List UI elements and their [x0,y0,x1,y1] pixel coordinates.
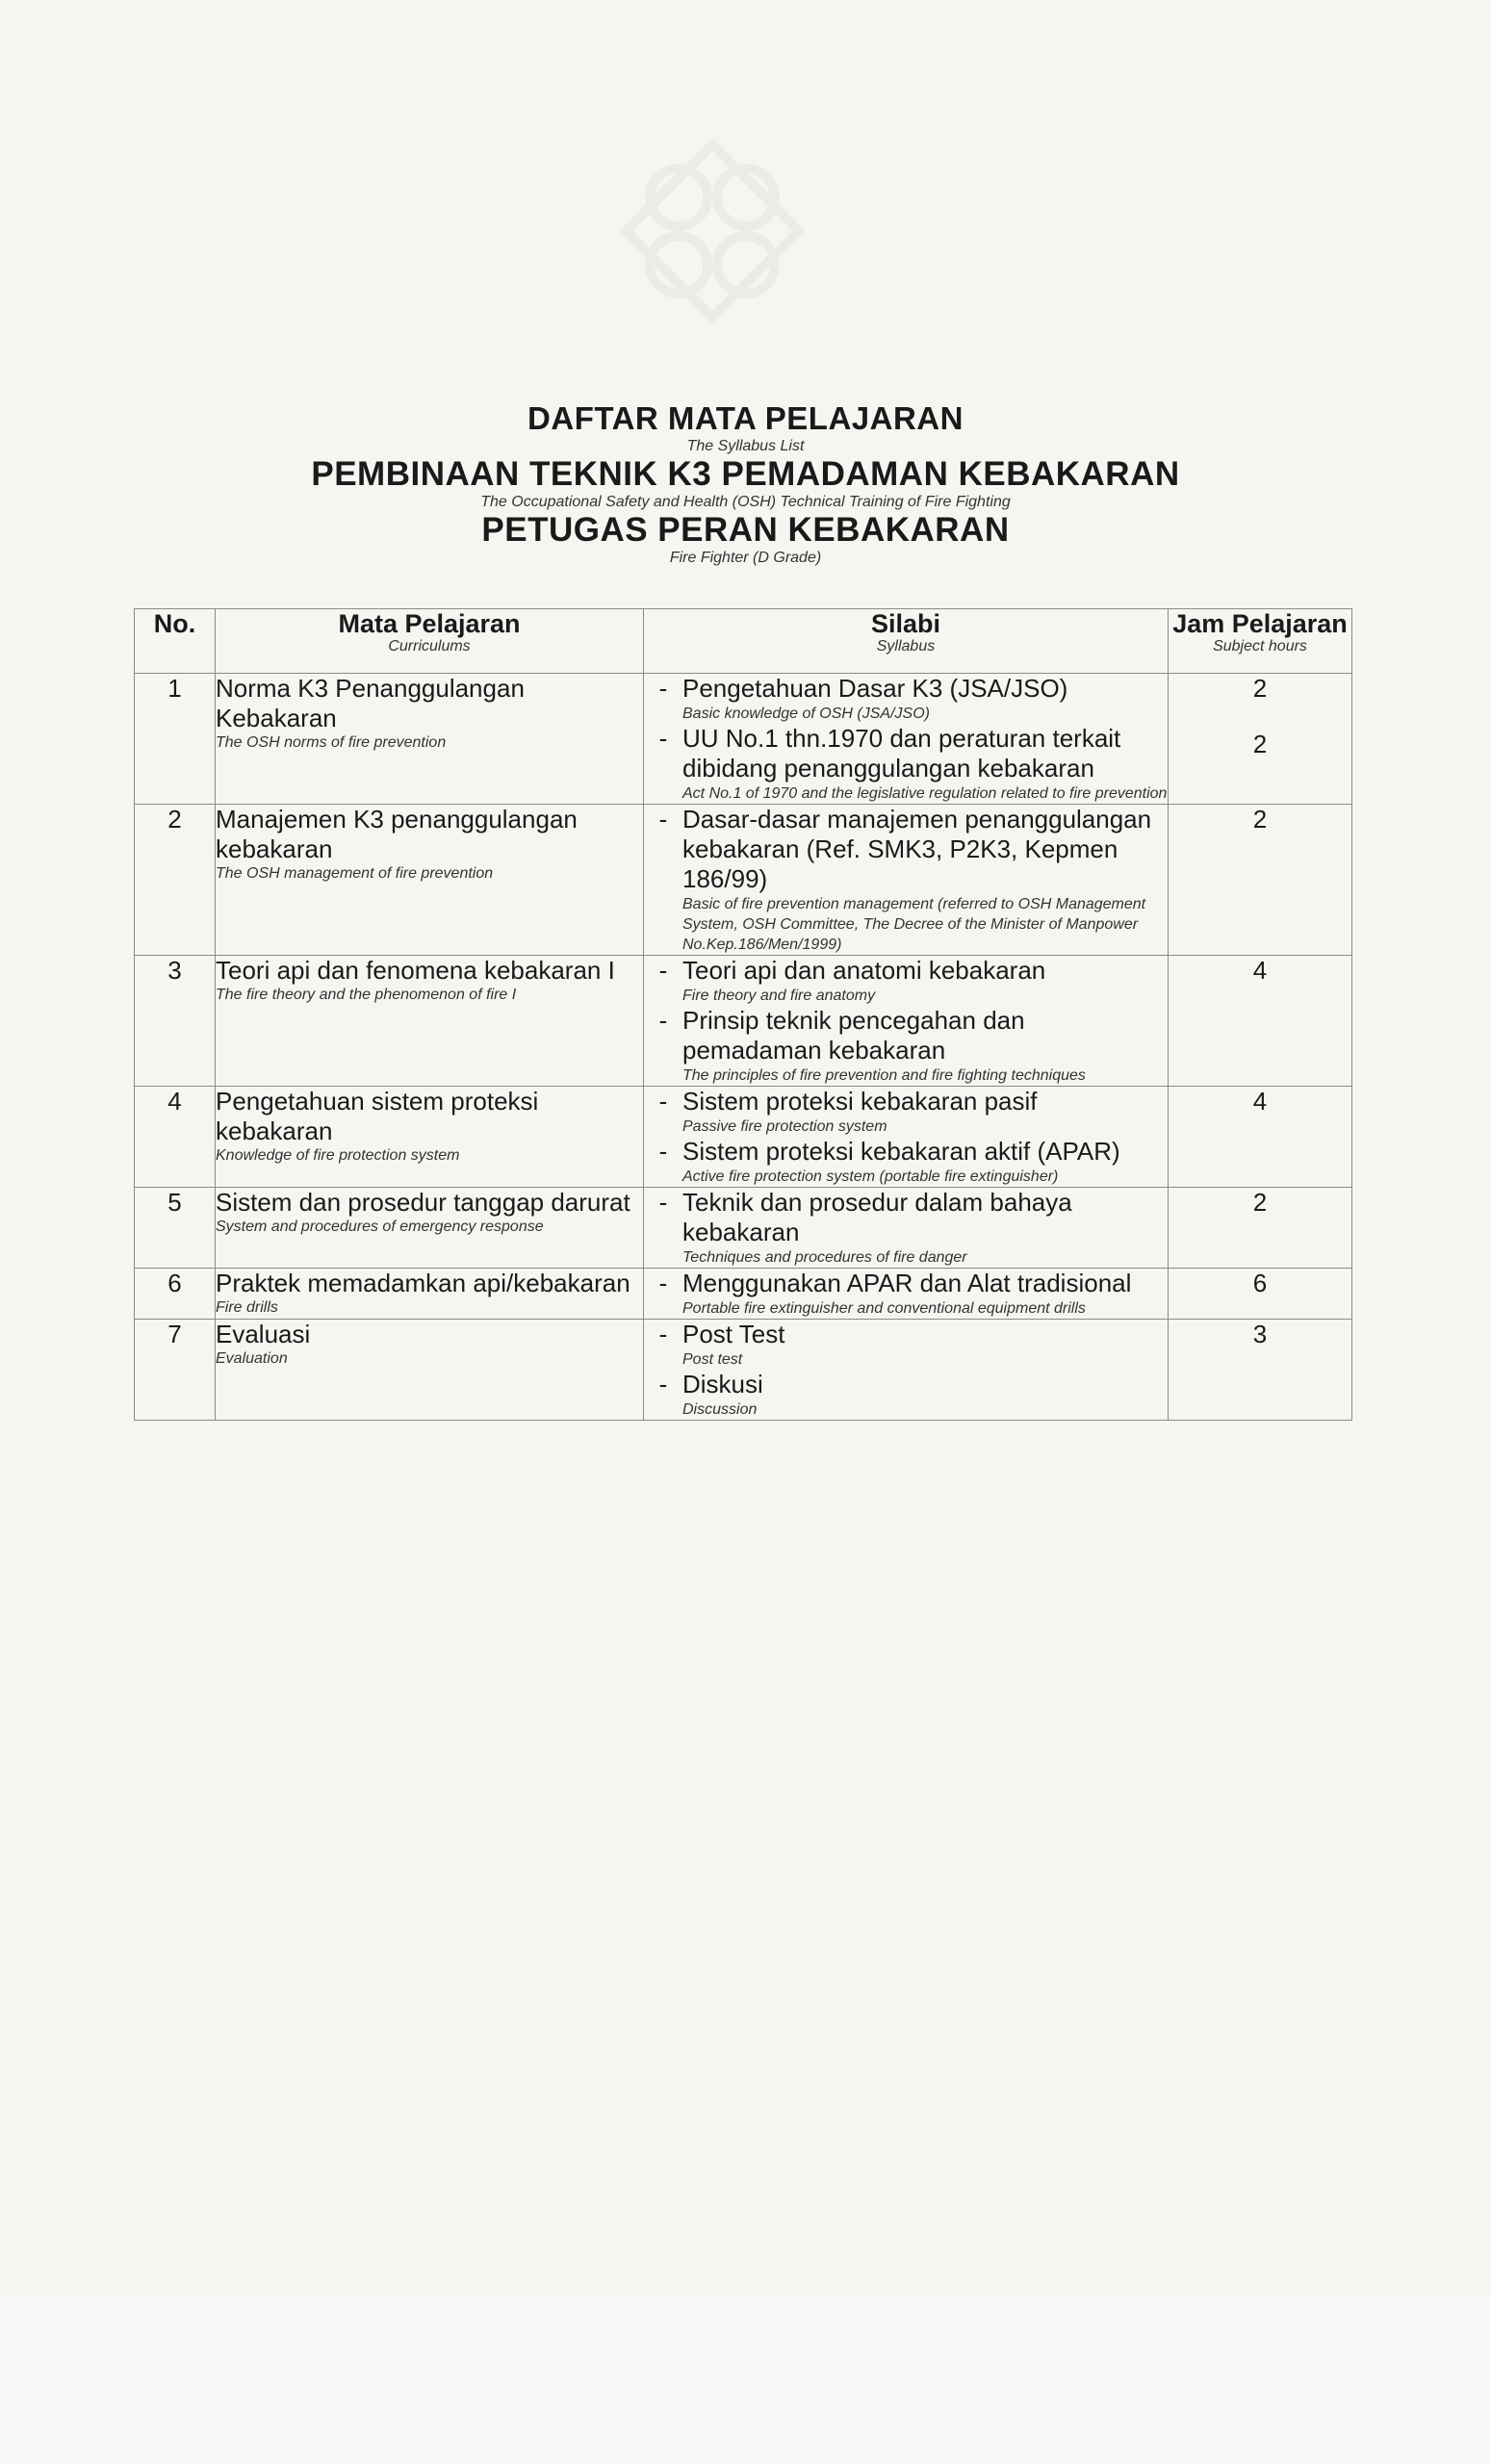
syllabus-item-en: The principles of fire prevention and fire fighting techniques [682,1067,1086,1084]
row-number: 6 [135,1269,216,1320]
embossed-seal-icon [587,106,837,356]
syllabus-cell [644,1188,1169,1269]
curriculum-cell [216,1320,644,1421]
curriculum-title-en: Fire drills [216,1299,278,1316]
document-header [0,399,1491,567]
syllabus-item [644,805,1168,955]
curriculum-cell [216,674,644,805]
row-number: 4 [135,1087,216,1188]
syllabus-cell [644,956,1169,1087]
syllabus-item-title: Sistem proteksi kebakaran aktif (APAR) [682,1137,1120,1166]
row-number: 1 [135,674,216,805]
curriculum-title-en: System and procedures of emergency response [216,1219,544,1235]
title-training: PEMBINAAN TEKNIK K3 PEMADAMAN KEBAKARAN [311,455,1180,493]
curriculum-cell [216,1269,644,1320]
row-number: 5 [135,1188,216,1269]
title-grade-en: Fire Fighter (D Grade) [669,550,822,566]
curriculum-title: Norma K3 Penanggulangan Kebakaran [216,674,525,732]
syllabus-item-title: Prinsip teknik pencegahan dan pemadaman kebakaran [682,1006,1025,1065]
syllabus-item [644,1087,1168,1137]
curriculum-title-en: Evaluation [216,1350,288,1367]
syllabus-item-title: Diskusi [682,1370,763,1399]
bullet-dash: - [658,805,668,834]
curriculum-title-en: The OSH management of fire prevention [216,865,494,882]
syllabus-item-title: Pengetahuan Dasar K3 (JSA/JSO) [682,674,1068,703]
curriculum-cell [216,1188,644,1269]
page-bottom-margin [0,2296,1491,2464]
hours-value: 4 [1252,956,1268,985]
syllabus-item-en: Active fire protection system (portable fire extinguisher) [682,1168,1059,1185]
title-syllabus-list: DAFTAR MATA PELAJARAN [527,400,964,436]
header-silabi: Silabi Syllabus [644,609,1169,674]
hours-cell [1169,1269,1352,1320]
hours-cell [1169,1087,1352,1188]
hours-cell [1169,1188,1352,1269]
syllabus-item [644,1269,1168,1319]
syllabus-item-en: Discussion [682,1401,758,1418]
hours-value: 4 [1252,1087,1268,1116]
bullet-dash: - [658,1188,668,1217]
syllabus-item-title: Sistem proteksi kebakaran pasif [682,1087,1038,1116]
syllabus-item [644,724,1168,804]
hours-value: 6 [1252,1269,1268,1297]
bullet-dash: - [658,1087,668,1116]
bullet-dash: - [658,1137,668,1166]
row-number: 3 [135,956,216,1087]
syllabus-cell [644,674,1169,805]
hours-value: 3 [1252,1320,1268,1348]
syllabus-item-en: Post test [682,1351,743,1368]
curriculum-cell [216,956,644,1087]
bullet-dash: - [658,674,668,703]
syllabus-cell [644,1320,1169,1421]
syllabus-item-en: Basic of fire prevention management (referred to OSH Management System, OSH Committee, The Decree of the Minister of Manpower No.Kep.186/Men/1999) [682,896,1146,953]
curriculum-title: Evaluasi [216,1320,311,1348]
bullet-dash: - [658,1370,668,1399]
bullet-dash: - [658,724,668,753]
syllabus-item-title: UU No.1 thn.1970 dan peraturan terkait dibidang penanggulangan kebakaran [682,724,1121,783]
curriculum-title: Praktek memadamkan api/kebakaran [216,1269,630,1297]
hours-cell [1169,674,1352,805]
syllabus-item [644,1320,1168,1370]
title-training-en: The Occupational Safety and Health (OSH) Technical Training of Fire Fighting [480,494,1011,510]
title-grade: PETUGAS PERAN KEBAKARAN [481,511,1010,549]
hours-value: 2 [1252,805,1268,834]
syllabus-item-title: Teknik dan prosedur dalam bahaya kebakaran [682,1188,1072,1246]
table-row [135,1269,1352,1320]
curriculum-cell [216,1087,644,1188]
syllabus-item-en: Basic knowledge of OSH (JSA/JSO) [682,706,930,722]
header-jam-pelajaran: Jam Pelajaran Subject hours [1169,609,1352,674]
table-header-row [135,609,1352,674]
title-syllabus-list-en: The Syllabus List [686,438,805,454]
syllabus-item-en: Act No.1 of 1970 and the legislative regulation related to fire prevention [682,785,1168,802]
bullet-dash: - [658,1006,668,1035]
syllabus-item-en: Portable fire extinguisher and conventional equipment drills [682,1300,1086,1317]
syllabus-cell [644,1269,1169,1320]
syllabus-item-en: Passive fire protection system [682,1118,887,1135]
hours-cell [1169,805,1352,956]
table-row [135,805,1352,956]
hours-value: 2 [1252,674,1268,703]
syllabus-table [134,608,1352,1421]
syllabus-item-en: Fire theory and fire anatomy [682,988,876,1004]
syllabus-item-en: Techniques and procedures of fire danger [682,1249,967,1266]
curriculum-title: Manajemen K3 penanggulangan kebakaran [216,805,578,863]
syllabus-item-title: Menggunakan APAR dan Alat tradisional [682,1269,1132,1297]
syllabus-item [644,956,1168,1006]
table-row [135,1320,1352,1421]
table-row [135,1087,1352,1188]
row-number: 2 [135,805,216,956]
header-mata-pelajaran: Mata Pelajaran Curriculums [216,609,644,674]
curriculum-title-en: The OSH norms of fire prevention [216,734,447,751]
row-number: 7 [135,1320,216,1421]
syllabus-item [644,1370,1168,1420]
hours-value: 2 [1252,730,1268,758]
syllabus-item-title: Post Test [682,1320,785,1348]
curriculum-title: Teori api dan fenomena kebakaran I [216,956,615,985]
syllabus-item-title: Dasar-dasar manajemen penanggulangan kebakaran (Ref. SMK3, P2K3, Kepmen 186/99) [682,805,1152,893]
hours-cell [1169,956,1352,1087]
syllabus-item [644,1137,1168,1187]
header-no: No. [135,609,216,674]
curriculum-title-en: The fire theory and the phenomenon of fire I [216,987,517,1003]
table-row [135,674,1352,805]
syllabus-item [644,1006,1168,1086]
syllabus-cell [644,805,1169,956]
bullet-dash: - [658,1269,668,1297]
bullet-dash: - [658,956,668,985]
curriculum-title-en: Knowledge of fire protection system [216,1147,460,1164]
table-row [135,1188,1352,1269]
hours-value: 2 [1252,1188,1268,1217]
curriculum-cell [216,805,644,956]
bullet-dash: - [658,1320,668,1348]
hours-cell [1169,1320,1352,1421]
curriculum-title: Pengetahuan sistem proteksi kebakaran [216,1087,539,1145]
curriculum-title: Sistem dan prosedur tanggap darurat [216,1188,630,1217]
syllabus-item [644,674,1168,724]
syllabus-item [644,1188,1168,1268]
syllabus-cell [644,1087,1169,1188]
syllabus-item-title: Teori api dan anatomi kebakaran [682,956,1046,985]
table-row [135,956,1352,1087]
